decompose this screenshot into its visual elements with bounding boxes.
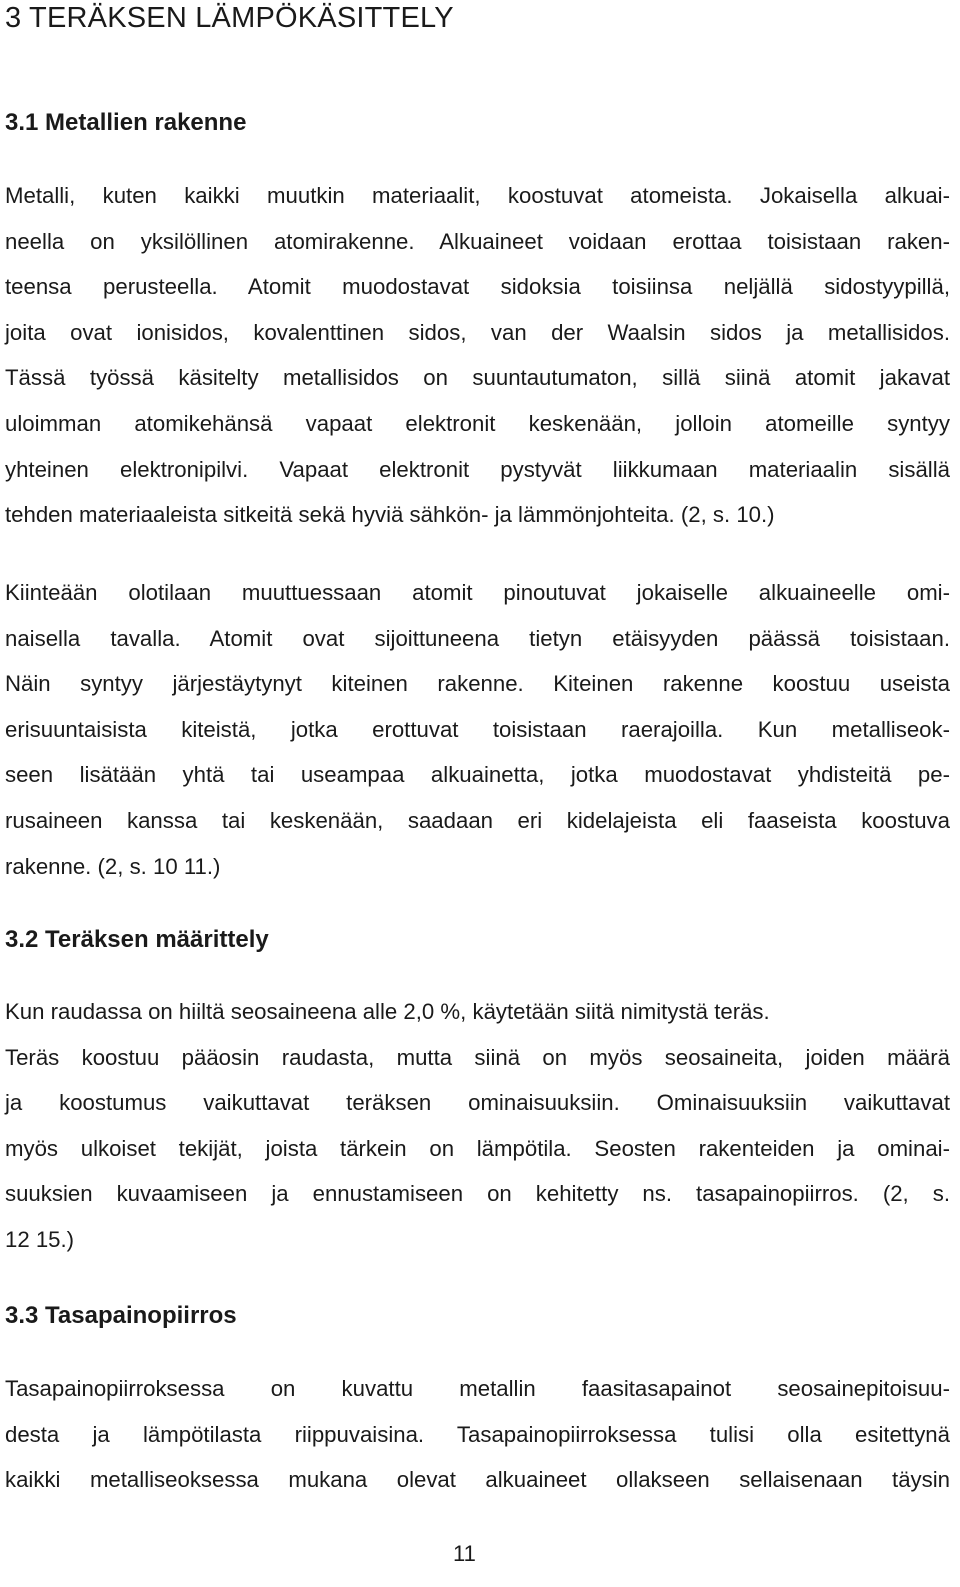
text-line: rusaineen kanssa tai keskenään, saadaan eri kidelajeista eli faaseista koostuva bbox=[5, 807, 950, 833]
text-line: ja koostumus vaikuttavat teräksen ominaisuuksiin. Ominaisuuksiin vaikuttavat bbox=[5, 1090, 950, 1116]
text-line: tehden materiaaleista sitkeitä sekä hyviä sähkön- ja lämmönjohteita. (2, s. 10.) bbox=[5, 502, 775, 528]
section-title-3-1: 3.1 Metallien rakenne bbox=[5, 109, 247, 136]
text-line: Tasapainopiirroksessa on kuvattu metallin faasitasapainot seosainepitoisuu- bbox=[5, 1376, 950, 1401]
text-line: desta ja lämpötilasta riippuvaisina. Tasapainopiirroksessa tulisi olla esitettynä bbox=[5, 1421, 950, 1447]
text-line: teensa perusteella. Atomit muodostavat sidoksia toisiinsa neljällä sidostyypillä, bbox=[5, 274, 950, 300]
text-line: Tässä työssä käsitelty metallisidos on suuntautumaton, sillä siinä atomit jakavat bbox=[5, 365, 950, 391]
text-line: uloimman atomikehänsä vapaat elektronit keskenään, jolloin atomeille syntyy bbox=[5, 410, 950, 436]
paragraph-steel-definition bbox=[5, 989, 950, 1263]
text-line: 12 15.) bbox=[5, 1226, 75, 1252]
text-line: seen lisätään yhtä tai useampaa alkuainetta, jotka muodostavat yhdisteitä pe- bbox=[5, 762, 950, 788]
text-line: myös ulkoiset tekijät, joista tärkein on lämpötila. Seosten rakenteiden ja ominai- bbox=[5, 1135, 950, 1161]
paragraph-crystal-structure bbox=[5, 570, 950, 889]
text-line: Näin syntyy järjestäytynyt kiteinen rakenne. Kiteinen rakenne koostuu useista bbox=[5, 671, 950, 697]
text-line: Metalli, kuten kaikki muutkin materiaalit, koostuvat atomeista. Jokaisella alkuai- bbox=[5, 183, 950, 208]
text-line: neella on yksilöllinen atomirakenne. Alkuaineet voidaan erottaa toisistaan raken- bbox=[5, 228, 950, 254]
text-line: yhteinen elektronipilvi. Vapaat elektronit pystyvät liikkumaan materiaalin sisällä bbox=[5, 456, 950, 482]
page-number: 11 bbox=[453, 1541, 476, 1566]
section-title-3-3: 3.3 Tasapainopiirros bbox=[5, 1302, 237, 1329]
text-line: rakenne. (2, s. 10 11.) bbox=[5, 853, 221, 879]
text-line: Kiinteään olotilaan muuttuessaan atomit pinoutuvat jokaiselle alkuaineelle omi- bbox=[5, 580, 950, 605]
section-title-3-2: 3.2 Teräksen määrittely bbox=[5, 926, 269, 953]
chapter-title: 3 TERÄKSEN LÄMPÖKÄSITTELY bbox=[5, 2, 454, 34]
paragraph-metal-bonding bbox=[5, 173, 950, 538]
text-line: kaikki metalliseoksessa mukana olevat alkuaineet ollakseen sellaisenaan täysin bbox=[5, 1467, 950, 1493]
paragraph-phase-diagram bbox=[5, 1366, 950, 1503]
text-line: joita ovat ionisidos, kovalenttinen sidos, van der Waalsin sidos ja metallisidos. bbox=[5, 319, 950, 345]
text-line: Kun raudassa on hiiltä seosaineena alle 2,0 %, käytetään siitä nimitystä teräs. bbox=[5, 999, 770, 1024]
text-line: erisuuntaisista kiteistä, jotka erottuvat toisistaan raerajoilla. Kun metalliseok- bbox=[5, 716, 950, 742]
text-line: Teräs koostuu pääosin raudasta, mutta siinä on myös seosaineita, joiden määrä bbox=[5, 1044, 950, 1070]
text-line: naisella tavalla. Atomit ovat sijoittuneena tietyn etäisyyden päässä toisistaan. bbox=[5, 625, 950, 651]
text-line: suuksien kuvaamiseen ja ennustamiseen on kehitetty ns. tasapainopiirros. (2, s. bbox=[5, 1181, 950, 1207]
